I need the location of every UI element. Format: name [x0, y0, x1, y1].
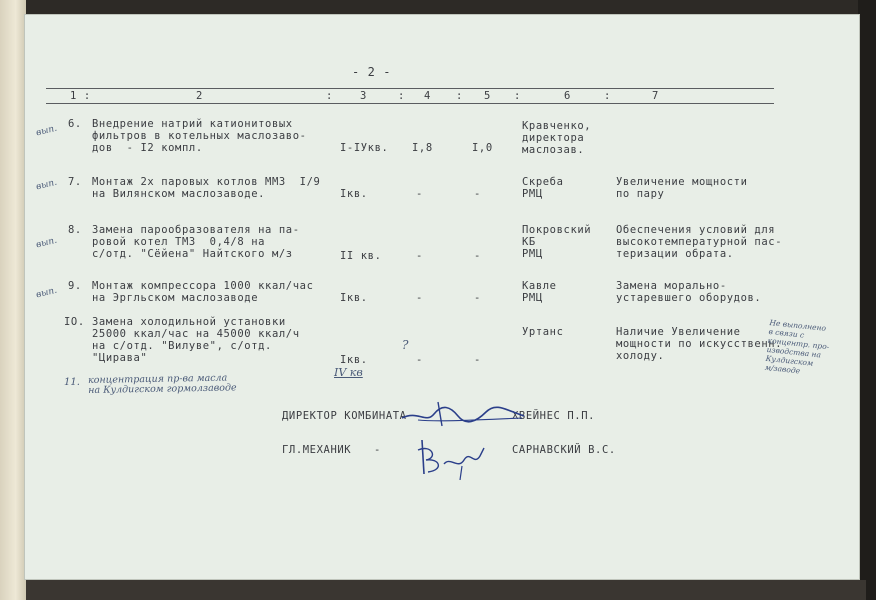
- header-col-1: 1 :: [70, 90, 91, 102]
- row-col5: -: [474, 188, 481, 200]
- row-number: 6.: [68, 118, 82, 130]
- completion-mark: вып.: [35, 123, 59, 139]
- header-sep: :: [398, 90, 405, 102]
- row-note: Обеспечения условий для высокотемпературной пас- теризации обрата.: [616, 224, 783, 260]
- handwritten-term: IV кв: [334, 366, 363, 379]
- side-note: Не выполнено в связи с концентр. про- изводства на Кулдигском м/заводе: [764, 318, 830, 376]
- row-description: Внедрение натрий катионитовых фильтров в котельных маслозаво- дов - I2 компл.: [92, 118, 307, 154]
- row-description: Монтаж компрессора 1000 ккал/час на Эргльском маслозаводе: [92, 280, 314, 304]
- row-number: IO.: [64, 316, 85, 328]
- signature-name: САРНАВСКИЙ В.С.: [512, 444, 616, 456]
- header-sep: :: [604, 90, 611, 102]
- row-col4: -: [416, 354, 423, 366]
- row-col4: -: [416, 188, 423, 200]
- signature-dash: -: [374, 444, 381, 456]
- completion-mark: вып.: [35, 285, 59, 301]
- header-rule-bottom: [46, 103, 774, 104]
- row-responsible: Кравченко, директора маслозав.: [522, 120, 592, 156]
- row-number: 7.: [68, 176, 82, 188]
- row-responsible: Кавле РМЦ: [522, 280, 557, 304]
- header-col-3: 3: [360, 90, 367, 102]
- row-responsible: Покровский КБ РМЦ: [522, 224, 592, 260]
- handwritten-text: концентрация пр-ва масла на Кулдигском гормолзаводе: [87, 372, 237, 396]
- signature-title: ДИРЕКТОР КОМБИНАТА -: [282, 410, 421, 422]
- scan-border-bottom: [26, 580, 866, 600]
- completion-mark: вып.: [35, 177, 59, 193]
- row-note: Замена морально- устаревшего оборудов.: [616, 280, 762, 304]
- row-description: Замена парообразователя на па- ровой котел ТМЗ 0,4/8 на с/отд. "Сёйена" Найтского м/з: [92, 224, 300, 260]
- row-term: Iкв.: [340, 188, 368, 200]
- header-col-6: 6: [564, 90, 571, 102]
- row-note: Наличие Увеличение мощности по искусственн. холоду.: [616, 326, 783, 362]
- row-term: Iкв.: [340, 292, 368, 304]
- row-col4: -: [416, 292, 423, 304]
- scan-border-right: [858, 0, 876, 600]
- row-col4: I,8: [412, 142, 433, 154]
- row-col5: -: [474, 292, 481, 304]
- row-number: 8.: [68, 224, 82, 236]
- row-responsible: Скреба РМЦ: [522, 176, 564, 200]
- page-number: - 2 -: [352, 65, 392, 79]
- binding-strip: [0, 0, 26, 600]
- header-sep: :: [456, 90, 463, 102]
- row-col5: -: [474, 250, 481, 262]
- signature-title: ГЛ.МЕХАНИК: [282, 444, 352, 456]
- header-sep: :: [514, 90, 521, 102]
- header-col-5: 5: [484, 90, 491, 102]
- row-col5: -: [474, 354, 481, 366]
- row-number: 11.: [64, 377, 80, 388]
- header-col-7: 7: [652, 90, 659, 102]
- row-responsible: Уртанс: [522, 326, 564, 338]
- row-term: Iкв.: [340, 354, 368, 366]
- row-number: 9.: [68, 280, 82, 292]
- header-col-2: 2: [196, 90, 203, 102]
- row-col4: -: [416, 250, 423, 262]
- signature-name: ХВЕЙНЕС П.П.: [512, 410, 596, 422]
- header-rule-top: [46, 88, 774, 89]
- row-term: II кв.: [340, 250, 382, 262]
- row-note: Увеличение мощности по пару: [616, 176, 748, 200]
- row-term: I-IУкв.: [340, 142, 389, 154]
- row-col5: I,0: [472, 142, 493, 154]
- row-description: Монтаж 2х паровых котлов ММЗ I/9 на Вилянском маслозаводе.: [92, 176, 321, 200]
- header-col-4: 4: [424, 90, 431, 102]
- signature-mark: [398, 396, 528, 432]
- signature-mark: [414, 436, 494, 480]
- row-description: Замена холодильной установки 25000 ккал/час на 45000 ккал/ч на с/отд. "Вилуве", с/отд. "Цирава": [92, 316, 300, 364]
- completion-mark: вып.: [35, 235, 59, 251]
- question-mark: ?: [402, 338, 409, 352]
- header-sep: :: [326, 90, 333, 102]
